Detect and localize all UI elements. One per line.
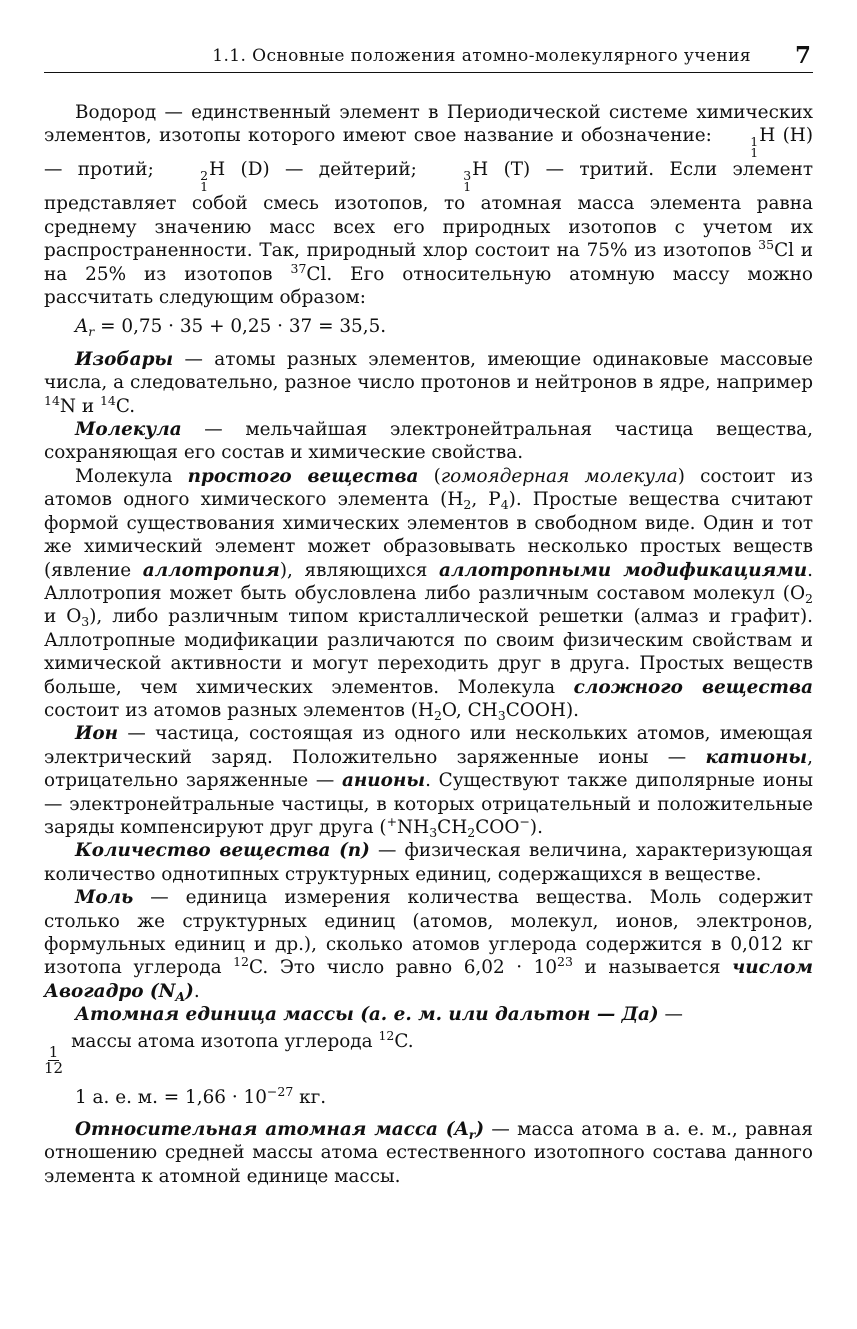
header-title: 1.1. Основные положения атомно-молекулярного учения xyxy=(212,46,751,66)
fraction: $\frac{1}{12}$ xyxy=(44,1042,64,1077)
isotope-notation: 1 1 xyxy=(750,134,759,161)
term-molecule: Молекула xyxy=(75,419,182,441)
paragraph-amu: Атомная единица массы (а. е. м. или дальтон — Да) — xyxy=(75,1004,683,1026)
formula-amu: 1 а. е. м. = $1,66 \cdot 10^{-27}$ кг. xyxy=(75,1083,327,1108)
page-body xyxy=(44,101,813,1188)
isotope-notation: 2 1 xyxy=(200,168,209,195)
term-mole: Моль xyxy=(75,887,134,909)
page-number: 7 xyxy=(794,42,811,69)
term-ion: Ион xyxy=(75,723,119,745)
paragraph-simple-substance: Молекула простого вещества (гомоядерная молекула) состоит из атомов одного химического элемента ($H_2$, $P_4$). Простые вещества считают формой существования химических элементов в свободном виде. Один и тот же химический элемент может образовывать несколько простых веществ (явление аллотропия), являющихся аллотропными модификациями. Аллотропия может быть обусловлена либо различным составом молекул ($O_2$ и $O_3$), либо различным типом кристаллической решетки (алмаз и графит). Аллотропные модификации различаются по своим физическим свойствам и химической активности и могут переходить друг в друга. Простых веществ больше, чем химических элементов. Молекула сложного вещества состоит из атомов разных элементов ($H_2O$, $CH_3COOH$). xyxy=(44,465,813,723)
running-header xyxy=(44,40,813,73)
paragraph-amu-cont: $\frac{1}{12}$ массы атома изотопа углерода $^{12}$C. xyxy=(44,1027,414,1077)
paragraph-ion: Ион — частица, состоящая из одного или нескольких атомов, имеющая электрический заряд. Положительно заряженные ионы — катионы, отрицательно заряженные — анионы. Существуют также диполярные ионы — электронейтральные частицы, в которых отрицательный и положительные заряды компенсируют друг друга $(^+NH_3CH_2COO^-)$. xyxy=(44,723,813,840)
paragraph-hydrogen: Водород — единственный элемент в Периодической системе химических элементов, изотопы которого имеют свое название и обозначение: 1 1 H (H) — протий; 2 1 H (D) — дейтерий; 3 1 H (T) — тритий. Если элемент представляет собой смесь изотопов, то атомная масса элемента равна среднему значению масс всех его природных изотопов с учетом их распространенности. Так, природный хлор состоит на 75% из изотопов $^{35}$Cl и на 25% из изотопов $^{37}$Cl. Его относительную атомную массу можно рассчитать следующим образом: xyxy=(44,102,814,309)
paragraph-relative-mass: Относительная атомная масса $(A_r)$ — масса атома в а. е. м., равная отношению средней массы атома естественного изотопного состава данного элемента к атомной единице массы. xyxy=(44,1119,813,1187)
term-relative-mass: Относительная атомная масса (A xyxy=(75,1119,469,1141)
isotope-notation: 3 1 xyxy=(463,168,472,195)
paragraph-amount: Количество вещества (n) — физическая величина, характеризующая количество однотипных структурных единиц, содержащихся в веществе. xyxy=(44,840,813,885)
term-amu: Атомная единица массы (а. е. м. или дальтон — Да) xyxy=(75,1004,659,1026)
term-amount: Количество вещества (n) xyxy=(75,840,370,862)
formula-atomic-mass: $A_r = 0,75 \cdot 35 + 0,25 \cdot 37 = 35,5$. xyxy=(75,316,387,340)
paragraph-mole: Моль — единица измерения количества вещества. Моль содержит столько же структурных единиц (атомов, молекул, ионов, электронов, формульных единиц и др.), сколько атомов углерода содержится в 0,012 кг изотопа углерода $^{12}$C. Это число равно $6,02 \cdot 10^{23}$ и называется числом Авогадро $(N_A)$. xyxy=(44,887,813,1004)
paragraph-isobars: Изобары — атомы разных элементов, имеющие одинаковые массовые числа, а следовательно, разное число протонов и нейтронов в ядре, например $^{14}$N и $^{14}$C. xyxy=(44,348,813,417)
term-isobars: Изобары xyxy=(75,348,174,370)
paragraph-molecule: Молекула — мельчайшая электронейтральная частица вещества, сохраняющая его состав и химические свойства. xyxy=(44,419,813,464)
